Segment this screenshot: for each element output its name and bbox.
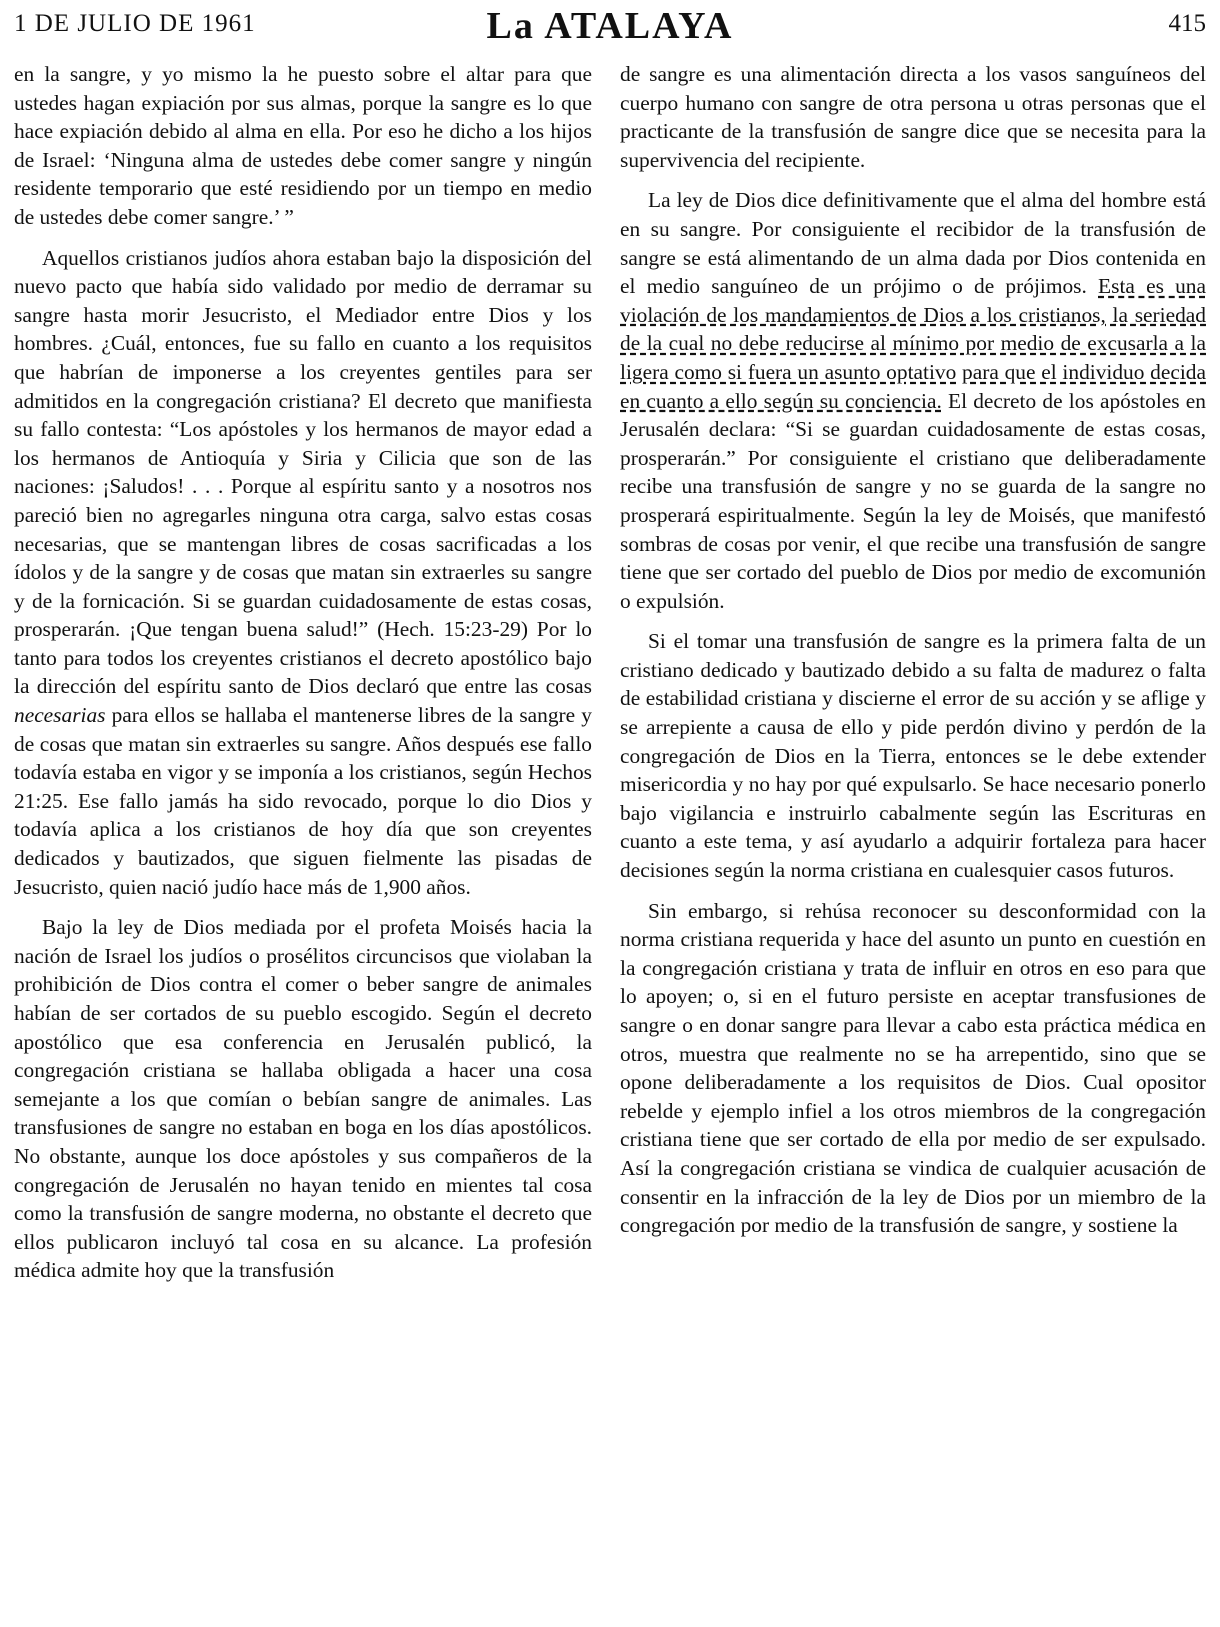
paragraph: Sin embargo, si rehúsa reconocer su desconformidad con la norma cristiana requerida y hace del asunto un punto en cuestión en la congregación cristiana y trata de influir en otros en eso para que lo apoyen; o, si en el futuro persiste en aceptar transfusiones de sangre o en donar sangre para llevar a cabo esta práctica médica en otros, muestra que realmente no se ha arrepentido, sino que se opone deliberadamente a los requisitos de Dios. Cual opositor rebelde y ejemplo infiel a los otros miembros de la congregación cristiana tiene que ser cortado de ella por medio de ser expulsado. Así la congregación cristiana se vindica de cualquier acusación de consentir en la infracción de la ley de Dios por un miembro de la congregación por medio de la transfusión de sangre, y sostiene la bbox=[620, 898, 1206, 1238]
issue-date: 1 DE JULIO DE 1961 bbox=[14, 10, 256, 37]
italic-word: necesarias bbox=[14, 703, 106, 728]
magazine-title: La ATALAYA bbox=[486, 5, 734, 47]
right-column bbox=[620, 60, 1206, 1252]
paragraph: Bajo la ley de Dios mediada por el profeta Moisés hacia la nación de Israel los judíos o prosélitos circuncisos que violaban la prohibición de Dios contra el comer o beber sangre de animales habían de ser cortados de su pueblo escogido. Según el decreto apostólico que esa conferencia en Jerusalén publicó, la congregación cristiana se hallaba obligada a hacer una cosa semejante a los que comían o bebían sangre de animales. Las transfusiones de sangre no estaban en boga en los días apostólicos. No obstante, aunque los doce apóstoles y sus compañeros de la congregación de Jerusalén no hayan tenido en mientes tal cosa como la transfusión de sangre moderna, no obstante el decreto que ellos publicaron incluyó tal cosa en su alcance. La profesión médica admite hoy que la transfusión bbox=[14, 915, 592, 1283]
paragraph: en la sangre, y yo mismo la he puesto sobre el altar para que ustedes hagan expiación por sus almas, porque la sangre es lo que hace expiación debido al alma en ella. Por eso he dicho a los hijos de Israel: ‘Ninguna alma de ustedes debe comer sangre y ningún residente temporario que esté residiendo por un tiempo en medio de ustedes debe comer sangre.’ ” bbox=[14, 62, 592, 229]
paragraph bbox=[14, 244, 592, 902]
paragraph-text: Aquellos cristianos judíos ahora estaban bajo la disposición del nuevo pacto que había sido validado por medio de derramar su sangre hasta morir Jesucristo, el Mediador entre Dios y los hombres. ¿Cuál, entonces, fue su fallo en cuanto a los requisitos que habrían de imponerse a los creyentes gentiles para ser admitidos en la congregación cristiana? El decreto que manifiesta su fallo contesta: “Los apóstoles y los hermanos de mayor edad a los hermanos de Antioquía y Siria y Cilicia que son de las naciones: ¡Saludos! . . . Porque al espíritu santo y a nosotros nos pareció bien no agregarles ninguna otra carga, salvo estas cosas necesarias, que se mantengan libres de cosas sacrificadas a los ídolos y de la sangre y de cosas que matan sin extraerles su sangre y de la fornicación. Si se guardan cuidadosamente de estas cosas, prosperarán. ¡Que tengan buena salud!” (Hech. 15:23-29) Por lo tanto para todos los creyentes cristianos el decreto apostólico bajo la dirección del espíritu santo de Dios declaró que entre las cosas bbox=[14, 245, 592, 699]
paragraph: Si el tomar una transfusión de sangre es la primera falta de un cristiano dedicado y bautizado debido a su falta de madurez o falta de estabilidad cristiana y discierne el error de su acción y se aflige y se arrepiente a causa de ello y pide perdón divino y perdón de la congregación de Dios en la Tierra, entonces se le debe extender misericordia y no hay por qué expulsarlo. Se hace necesario ponerlo bajo vigilancia e instruirlo cabalmente según las Escrituras en cuanto a este tema, y así ayudarlo a adquirir fortaleza para hacer decisiones según la norma cristiana en cualesquier casos futuros. bbox=[620, 629, 1206, 883]
paragraph-text: La ley de Dios dice definitivamente que el alma del hombre está en su sangre. Por consiguiente el recibidor de la transfusión de sangre se está alimentando de un alma dada por Dios contenida en el medio sanguíneo de un prójimo o de prójimos. bbox=[620, 188, 1206, 299]
page-number: 415 bbox=[1168, 10, 1206, 37]
left-column bbox=[14, 60, 592, 1297]
underlined-passage: Esta es una violación de los mandamientos de Dios a los cristianos, la seriedad de la cual no debe reducirse al mínimo por medio de excusarla a la ligera como si fuera un asunto optativo para que el individuo decida en cuanto a ello según su conciencia. bbox=[620, 274, 1206, 413]
paragraph-text: para ellos se hallaba el mantenerse libres de la sangre y de cosas que matan sin extraerles su sangre. Años después ese fallo todavía estaba en vigor y se imponía a los cristianos, según Hechos 21:25. Ese fallo jamás ha sido revocado, porque lo dio Dios y todavía aplica a los cristianos de hoy día que son creyentes dedicados y bautizados, que siguen fielmente las pisadas de Jesucristo, quien nació judío hace más de 1,900 años. bbox=[14, 703, 592, 899]
page-header bbox=[14, 4, 1206, 58]
paragraph-text: El decreto de los apóstoles en Jerusalén declara: “Si se guardan cuidadosamente de estas cosas, prosperarán.” Por consiguiente el cristiano que deliberadamente recibe una transfusión de sangre y no se guarda de la sangre no prosperará espiritualmente. Según la ley de Moisés, que manifestó sombras de cosas por venir, el que recibe una transfusión de sangre tiene que ser cortado del pueblo de Dios por medio de excomunión o expulsión. bbox=[620, 388, 1206, 613]
paragraph bbox=[620, 186, 1206, 615]
paragraph: de sangre es una alimentación directa a los vasos sanguíneos del cuerpo humano con sangre de otra persona u otras personas que el practicante de la transfusión de sangre dice que se necesita para la supervivencia del recipiente. bbox=[620, 62, 1206, 172]
